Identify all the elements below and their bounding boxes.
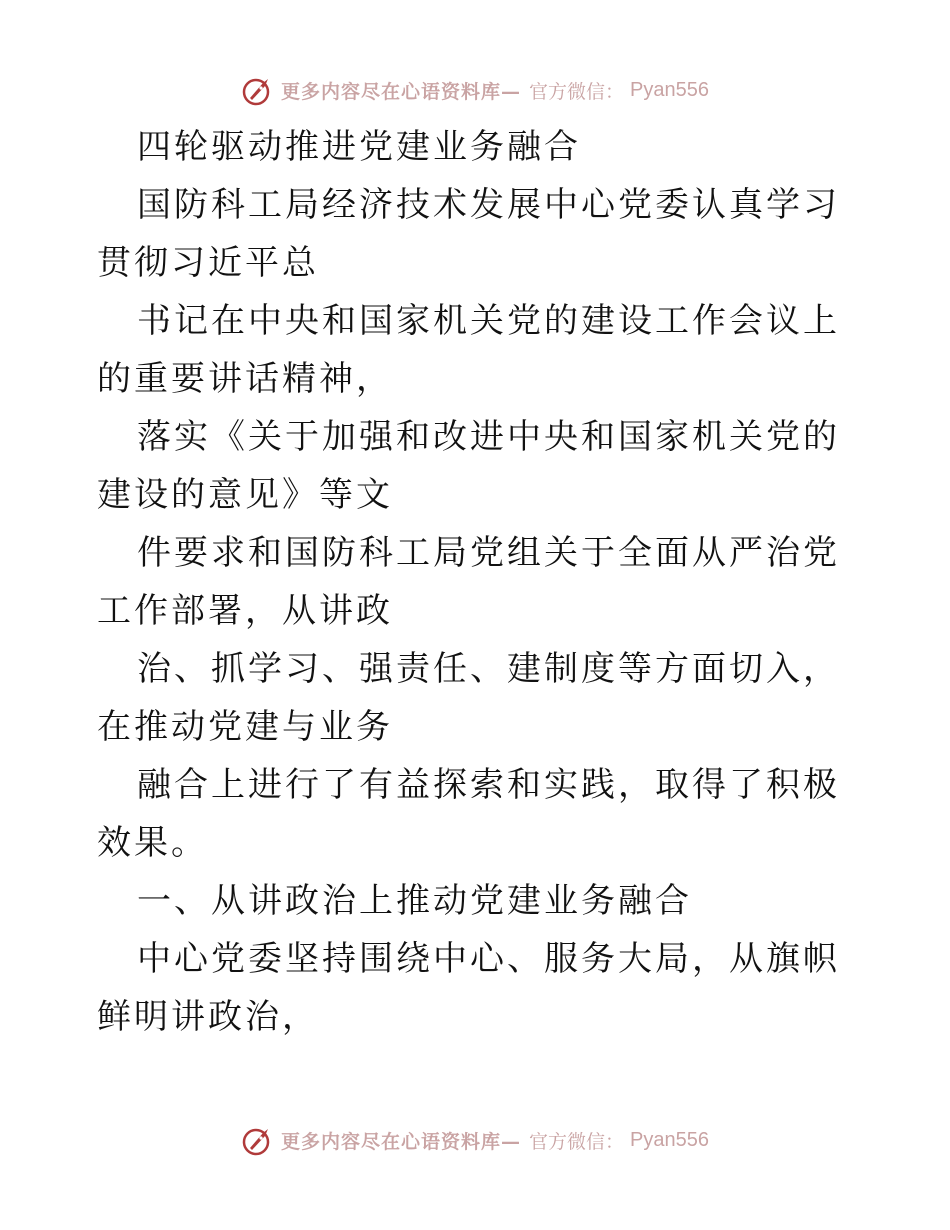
paragraph: 件要求和国防科工局党组关于全面从严治党工作部署，从讲政 bbox=[97, 533, 840, 631]
document-body bbox=[97, 118, 857, 1046]
paragraph: 治、抓学习、强责任、建制度等方面切入，在推动党建与业务 bbox=[97, 649, 840, 747]
header-banner bbox=[0, 70, 950, 110]
header-wechat-label: 官方微信： bbox=[529, 80, 625, 103]
footer-banner-text: 更多内容尽在心语资料库— bbox=[281, 1130, 522, 1153]
pen-nib-logo-icon bbox=[241, 73, 275, 107]
header-wechat-id: Pyan556 bbox=[630, 78, 709, 101]
pen-nib-logo-icon bbox=[241, 1123, 275, 1157]
paragraph: 落实《关于加强和改进中央和国家机关党的建设的意见》等文 bbox=[97, 417, 840, 515]
footer-wechat-id: Pyan556 bbox=[630, 1128, 709, 1151]
footer-wechat-label: 官方微信： bbox=[529, 1130, 625, 1153]
paragraph: 书记在中央和国家机关党的建设工作会议上的重要讲话精神， bbox=[97, 301, 840, 399]
document-title: 四轮驱动推进党建业务融合 bbox=[137, 127, 581, 167]
footer-banner bbox=[0, 1120, 950, 1160]
paragraph: 国防科工局经济技术发展中心党委认真学习贯彻习近平总 bbox=[97, 185, 840, 283]
paragraph: 融合上进行了有益探索和实践，取得了积极效果。 bbox=[97, 765, 840, 863]
paragraph: 中心党委坚持围绕中心、服务大局，从旗帜鲜明讲政治， bbox=[97, 939, 840, 1037]
section-heading: 一、从讲政治上推动党建业务融合 bbox=[137, 881, 692, 921]
header-banner-text: 更多内容尽在心语资料库— bbox=[281, 80, 522, 103]
